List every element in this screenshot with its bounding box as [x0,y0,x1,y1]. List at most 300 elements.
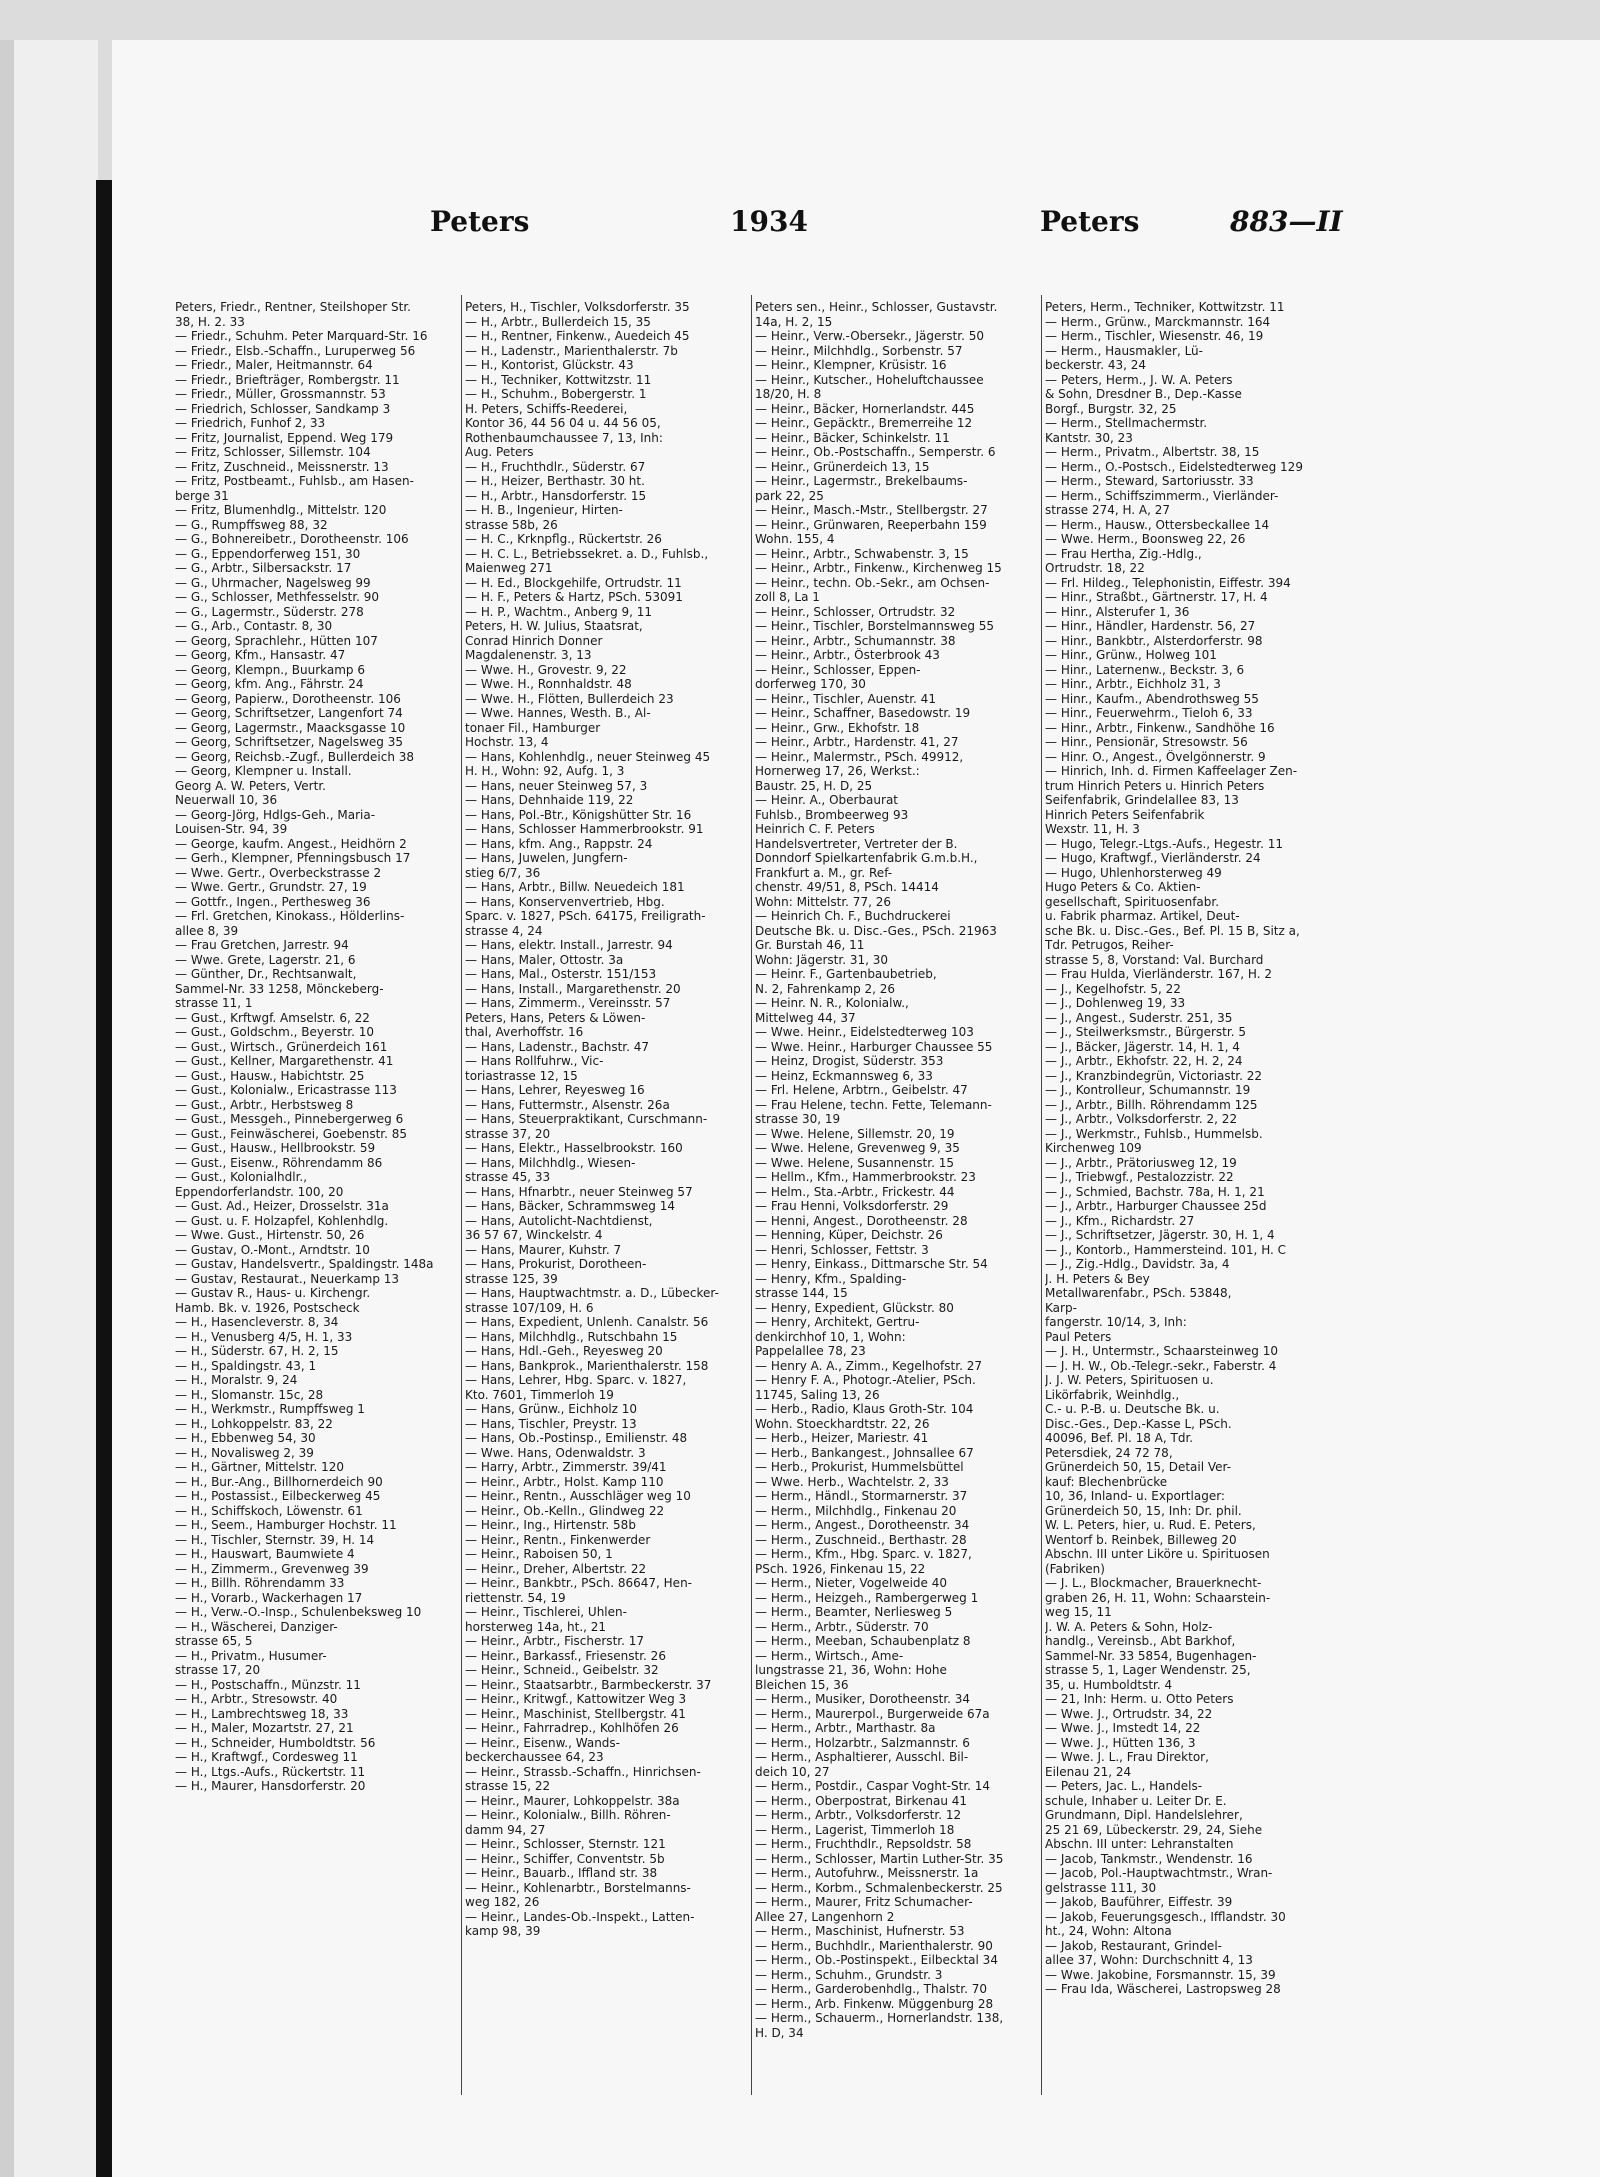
directory-entry: chenstr. 49/51, 8, PSch. 14414 [755,880,939,894]
directory-entry: — H., Ladenstr., Marienthalerstr. 7b [465,343,678,358]
directory-entry: strasse 15, 22 [465,1779,551,1793]
directory-entry: denkirchhof 10, 1, Wohn: [755,1329,906,1344]
directory-entry: 14a, H. 2, 15 [755,314,833,329]
directory-entry: park 22, 25 [755,488,824,503]
directory-entry: Abschn. III unter: Lehranstalten [1045,1837,1234,1851]
directory-entry: — Heinr., Strassb.-Schaffn., Hinrichsen- [465,1764,701,1779]
directory-entry: — Heinr., Ob.-Kelln., Glindweg 22 [465,1503,665,1518]
directory-entry: — Helm., Sta.-Arbtr., Frickestr. 44 [755,1184,955,1199]
directory-entry: — Herm., Schauerm., Hornerlandstr. 138, [755,2011,1004,2025]
directory-entry: ht., 24, Wohn: Altona [1045,1924,1172,1938]
directory-entry: — Herm., Musiker, Dorotheenstr. 34 [755,1692,971,1706]
directory-entry: & Sohn, Dresdner B., Dep.-Kasse [1045,387,1242,401]
directory-entry: — Hinr., Kaufm., Abendrothsweg 55 [1045,691,1259,706]
directory-entry: — Jakob, Bauführer, Eiffestr. 39 [1045,1895,1233,1909]
directory-entry: — Gust. u. F. Holzapfel, Kohlenhdlg. [175,1213,389,1228]
directory-entry: — 21, Inh: Herm. u. Otto Peters [1045,1692,1234,1706]
directory-entry: — Heinr., Schlosser, Sternstr. 121 [465,1837,666,1851]
directory-entry: — Georg, Klempn., Buurkamp 6 [175,662,365,677]
directory-entry: — Wwe. Hans, Odenwaldstr. 3 [465,1445,646,1460]
directory-entry: Allee 27, Langenhorn 2 [755,1909,895,1924]
directory-entry: — Hans, Milchhdlg., Wiesen- [465,1155,636,1170]
directory-entry: Mittelweg 44, 37 [755,1010,856,1025]
directory-entry: — Heinr., Rentn., Ausschläger weg 10 [465,1489,691,1503]
directory-entry: — Hans, Mal., Osterstr. 151/153 [465,967,657,981]
directory-entry: strasse 274, H. A, 27 [1045,503,1171,517]
directory-entry: — Herm., O.-Postsch., Eidelstedterweg 129 [1045,459,1303,474]
directory-entry: — Herm., Garderobenhdlg., Thalstr. 70 [755,1982,987,1996]
directory-entry: J. W. A. Peters & Sohn, Holz- [1045,1619,1213,1634]
directory-entry: — J., Kontorb., Hammersteind. 101, H. C [1045,1242,1287,1257]
directory-entry: — Herm., Steward, Sartoriusstr. 33 [1045,474,1254,488]
directory-entry: — Herm., Zuschneid., Berthastr. 28 [755,1532,967,1547]
directory-entry: — Hinr. O., Angest., Övelgönnerstr. 9 [1045,749,1266,764]
directory-entry: — H., Schuhm., Bobergerstr. 1 [465,387,647,401]
directory-entry: — Friedr., Elsb.-Schaffn., Luruperweg 56 [175,343,416,358]
directory-entry: — Heinr., Arbtr., Finkenw., Kirchenweg 15 [755,561,1002,575]
directory-entry: — Hans, Hauptwachtmstr. a. D., Lübecker- [465,1286,719,1300]
directory-entry: — Heinz, Drogist, Süderstr. 353 [755,1054,944,1068]
directory-entry: Frankfurt a. M., gr. Ref- [755,865,893,880]
directory-entry: — H., Werkmstr., Rumpffsweg 1 [175,1402,365,1416]
directory-entry: strasse 5, 8, Vorstand: Val. Burchard [1045,952,1264,967]
directory-entry: — Hans, Expedient, Unlenh. Canalstr. 56 [465,1315,709,1329]
directory-entry: — H., Privatm., Husumer- [175,1648,327,1663]
directory-entry: thal, Averhoffstr. 16 [465,1025,584,1039]
directory-entry: Wohn. 155, 4 [755,532,835,546]
directory-entry: — Wwe. Helene, Sillemstr. 20, 19 [755,1126,955,1141]
directory-entry: Fuhlsb., Brombeerweg 93 [755,807,909,822]
directory-entry: — Herm., Fruchthdlr., Repsoldstr. 58 [755,1837,972,1851]
directory-entry: — Herm., Korbm., Schmalenbeckerstr. 25 [755,1880,1003,1895]
directory-entry: — Georg, Schriftsetzer, Nagelsweg 35 [175,735,404,749]
directory-entry: Peters, H., Tischler, Volksdorferstr. 35 [465,300,690,314]
directory-entry: — H., Spaldingstr. 43, 1 [175,1358,317,1373]
directory-entry: — H., Rentner, Finkenw., Auedeich 45 [465,329,690,343]
directory-entry: — Herm., Schuhm., Grundstr. 3 [755,1967,943,1982]
directory-entry: — George, kaufm. Angest., Heidhörn 2 [175,836,407,851]
directory-entry: — Henni, Angest., Dorotheenstr. 28 [755,1213,968,1228]
directory-entry: — H., Ltgs.-Aufs., Rückertstr. 11 [175,1764,366,1779]
directory-entry: Baustr. 25, H. D, 25 [755,778,873,793]
directory-entry: — Herm., Nieter, Vogelweide 40 [755,1576,947,1590]
directory-entry: — Heinr., Lagermstr., Brekelbaums- [755,474,968,488]
directory-entry: — Wwe. H., Ronnhaldstr. 48 [465,677,632,691]
directory-entry: Tdr. Petrugos, Reiher- [1045,938,1174,952]
directory-entry: — Herm., Grünw., Marckmannstr. 164 [1045,314,1271,329]
directory-entry: — H., Fruchthdlr., Süderstr. 67 [465,459,646,474]
directory-entry: — Hans, Maler, Ottostr. 3a [465,952,624,967]
directory-entry: — Heinr., Kolonialw., Billh. Röhren- [465,1808,671,1822]
directory-entry: — J., Zig.-Hdlg., Davidstr. 3a, 4 [1045,1257,1230,1271]
directory-entry: — Heinr., Fahrradrep., Kohlhöfen 26 [465,1721,679,1735]
directory-entry: — J., Arbtr., Volksdorferstr. 2, 22 [1045,1112,1238,1126]
directory-entry: Conrad Hinrich Donner [465,633,603,648]
directory-entry: — Herm., Heizgeh., Rambergerweg 1 [755,1590,979,1605]
directory-entry: Grundmann, Dipl. Handelslehrer, [1045,1808,1243,1822]
directory-entry: — Hugo, Uhlenhorsterweg 49 [1045,865,1222,880]
directory-entry: — J. L., Blockmacher, Brauerknecht- [1045,1576,1262,1590]
directory-entry: — Wwe. Gust., Hirtenstr. 50, 26 [175,1228,365,1242]
directory-entry: — J. H. W., Ob.-Telegr.-sekr., Faberstr. 4 [1045,1358,1277,1373]
directory-entry: — Hans, Lehrer, Hbg. Sparc. v. 1827, [465,1373,687,1387]
directory-entry: N. 2, Fahrenkamp 2, 26 [755,981,896,996]
header-year: 1934 [730,205,808,238]
directory-entry: — Hinr., Feuerwehrm., Tieloh 6, 33 [1045,706,1253,720]
directory-entry: — Gust., Goldschm., Beyerstr. 10 [175,1025,375,1039]
directory-entry: sche Bk. u. Disc.-Ges., Bef. Pl. 15 B, Sitz a, [1045,923,1300,938]
directory-entry: Kto. 7601, Timmerloh 19 [465,1387,614,1402]
directory-entry: — H., Tischler, Sternstr. 39, H. 14 [175,1532,375,1547]
page-header [170,205,1380,245]
directory-entry: — Gustav R., Haus- u. Kirchengr. [175,1286,371,1300]
directory-entry: strasse 30, 19 [755,1112,841,1126]
directory-entry: — Hans, Arbtr., Billw. Neuedeich 181 [465,880,685,894]
directory-entry: — Heinr., Bäcker, Hornerlandstr. 445 [755,401,975,416]
directory-entry: gesellschaft, Spirituosenfabr. [1045,894,1220,909]
directory-entry: — H. P., Wachtm., Anberg 9, 11 [465,604,653,619]
directory-entry: toriastrasse 12, 15 [465,1068,578,1083]
directory-entry: — H., Wäscherei, Danziger- [175,1619,338,1634]
directory-entry: 11745, Saling 13, 26 [755,1387,880,1402]
directory-entry: — H., Verw.-O.-Insp., Schulenbeksweg 10 [175,1605,422,1619]
directory-entry: H. D, 34 [755,2025,804,2040]
directory-entry: — Georg, kfm. Ang., Fährstr. 24 [175,677,364,691]
directory-entry: Maienweg 271 [465,561,553,575]
directory-entry: — Wwe. Gertr., Grundstr. 27, 19 [175,880,367,894]
directory-entry: — Henry A. A., Zimm., Kegelhofstr. 27 [755,1358,982,1373]
directory-entry: Ortrudstr. 18, 22 [1045,561,1145,575]
directory-entry: — Heinz, Eckmannsweg 6, 33 [755,1068,933,1083]
directory-entry: Bleichen 15, 36 [755,1677,849,1692]
directory-entry: — Herm., Ob.-Postinspekt., Eilbecktal 34 [755,1953,998,1967]
directory-entry: — J., Arbtr., Billh. Röhrendamm 125 [1045,1097,1258,1112]
directory-entry: — Heinr., Arbtr., Fischerstr. 17 [465,1634,644,1648]
directory-entry: Kantstr. 30, 23 [1045,430,1133,445]
directory-entry: — H., Postassist., Eilbeckerweg 45 [175,1489,381,1503]
directory-entry: strasse 17, 20 [175,1663,261,1677]
directory-entry: — Georg, Schriftsetzer, Langenfort 74 [175,706,403,720]
directory-entry: — J., Arbtr., Prätoriusweg 12, 19 [1045,1155,1237,1170]
directory-entry: — Hinr., Laternenw., Beckstr. 3, 6 [1045,662,1245,677]
directory-entry: — Hellm., Kfm., Hammerbrookstr. 23 [755,1170,976,1184]
directory-entry: — Heinr., Schlosser, Ortrudstr. 32 [755,604,956,619]
directory-entry: Neuerwall 10, 36 [175,793,278,807]
directory-entry: — Herm., Händl., Stormarnerstr. 37 [755,1489,968,1503]
directory-entry: — H., Bur.-Ang., Billhornerdeich 90 [175,1474,383,1489]
directory-entry: — H. F., Peters & Hartz, PSch. 53091 [465,590,683,604]
directory-entry: — H. Ed., Blockgehilfe, Ortrudstr. 11 [465,575,682,590]
directory-entry: — Henry, Einkass., Dittmarsche Str. 54 [755,1257,988,1271]
directory-entry: Hinrich Peters Seifenfabrik [1045,807,1205,822]
directory-entry: — Herm., Hausw., Ottersbeckallee 14 [1045,517,1270,532]
directory-entry: Kontor 36, 44 56 04 u. 44 56 05, [465,416,661,430]
directory-entry: — J. H., Untermstr., Schaarsteinweg 10 [1045,1344,1278,1358]
directory-entry: — Günther, Dr., Rechtsanwalt, [175,967,357,981]
directory-entry: 40096, Bef. Pl. 18 A, Tdr. [1045,1431,1194,1445]
directory-entry: — Frl. Gretchen, Kinokass., Hölderlins- [175,909,405,923]
directory-entry: — Hinrich, Inh. d. Firmen Kaffeelager Zen- [1045,764,1298,778]
directory-entry: — Heinr. F., Gartenbaubetrieb, [755,967,937,981]
directory-entry: — Heinr., Schaffner, Basedowstr. 19 [755,706,971,720]
directory-entry: Rothenbaumchaussee 7, 13, Inh: [465,430,663,445]
header-surname-left: Peters [430,205,530,238]
directory-entry: — Hans, neuer Steinweg 57, 3 [465,778,648,793]
directory-entry: Peters, Friedr., Rentner, Steilshoper Str. [175,300,411,314]
directory-entry: 25 21 69, Lübeckerstr. 29, 24, Siehe [1045,1822,1263,1837]
directory-entry: — Herb., Radio, Klaus Groth-Str. 104 [755,1402,974,1416]
directory-entry: — H., Arbtr., Hansdorferstr. 15 [465,488,647,503]
directory-entry: — Gust., Wirtsch., Grünerdeich 161 [175,1039,388,1054]
directory-entry: — Heinr., Bankbtr., PSch. 86647, Hen- [465,1576,693,1590]
directory-entry: — H., Heizer, Berthastr. 30 ht. [465,474,645,488]
directory-entry: — Heinr., Verw.-Obersekr., Jägerstr. 50 [755,329,984,343]
directory-entry: — Heinr., Arbtr., Schumannstr. 38 [755,633,956,648]
directory-entry: lungstrasse 21, 36, Wohn: Hohe [755,1663,947,1677]
directory-entry: — Hans, Bankprok., Marienthalerstr. 158 [465,1358,709,1373]
directory-entry: — Herm., Maurer, Fritz Schumacher- [755,1895,973,1909]
directory-entry: — Friedrich, Funhof 2, 33 [175,416,326,430]
directory-entry: Louisen-Str. 94, 39 [175,822,288,836]
directory-entry: — Gust., Krftwgf. Amselstr. 6, 22 [175,1010,370,1025]
directory-entry: Sparc. v. 1827, PSch. 64175, Freiligrath- [465,909,706,923]
directory-entry: — H., Seem., Hamburger Hochstr. 11 [175,1518,397,1532]
directory-entry: schule, Inhaber u. Leiter Dr. E. [1045,1793,1227,1808]
directory-column-4 [1045,300,1335,2100]
directory-entry: Peters sen., Heinr., Schlosser, Gustavstr. [755,300,998,314]
directory-entry: Karp- [1045,1300,1077,1315]
directory-entry: — J., Angest., Suderstr. 251, 35 [1045,1010,1233,1025]
directory-entry: 38, H. 2. 33 [175,314,245,329]
directory-entry: — H., Techniker, Kottwitzstr. 11 [465,372,652,387]
directory-entry: — Frau Gretchen, Jarrestr. 94 [175,938,349,952]
directory-entry: — Herm., Asphaltierer, Ausschl. Bil- [755,1750,969,1764]
directory-entry: strasse 4, 24 [465,923,543,938]
directory-entry: — Hinr., Pensionär, Stresowstr. 56 [1045,735,1248,749]
header-surname-right: Peters [1040,205,1140,238]
directory-entry: — H., Postschaffn., Münzstr. 11 [175,1677,361,1692]
directory-entry: — Heinr., Arbtr., Holst. Kamp 110 [465,1474,664,1489]
directory-entry: — Hans, Grünw., Eichholz 10 [465,1402,638,1416]
directory-entry: — G., Arb., Contastr. 8, 30 [175,619,333,633]
directory-entry: — Hinr., Alsterufer 1, 36 [1045,604,1190,619]
directory-entry: — J., Kontrolleur, Schumannstr. 19 [1045,1083,1251,1097]
directory-entry: — G., Eppendorferweg 151, 30 [175,546,361,561]
directory-entry: — H. B., Ingenieur, Hirten- [465,503,623,517]
directory-entry: — Frl. Helene, Arbtrn., Geibelstr. 47 [755,1083,968,1097]
directory-entry: — Frau Hulda, Vierländerstr. 167, H. 2 [1045,967,1272,981]
directory-entry: — Heinr., Dreher, Albertstr. 22 [465,1561,647,1576]
directory-entry: — J., Schmied, Bachstr. 78a, H. 1, 21 [1045,1184,1265,1199]
directory-entry: — Hans, Autolicht-Nachtdienst, [465,1213,653,1228]
directory-entry: — Friedr., Schuhm. Peter Marquard-Str. 16 [175,329,428,343]
directory-entry: Georg A. W. Peters, Vertr. [175,778,326,793]
directory-entry: kamp 98, 39 [465,1924,541,1938]
directory-entry: — H., Venusberg 4/5, H. 1, 33 [175,1329,353,1344]
directory-entry: — Jacob, Tankmstr., Wendenstr. 16 [1045,1851,1253,1866]
directory-entry: — Hans, Hdl.-Geh., Reyesweg 20 [465,1344,663,1358]
directory-entry: W. L. Peters, hier, u. Rud. E. Peters, [1045,1518,1256,1532]
directory-entry: stieg 6/7, 36 [465,865,541,880]
directory-entry: — Heinr. A., Oberbaurat [755,793,899,807]
directory-entry: — Hinr., Händler, Hardenstr. 56, 27 [1045,619,1256,633]
directory-entry: — H., Maler, Mozartstr. 27, 21 [175,1721,354,1735]
directory-entry: Wohn: Mittelstr. 77, 26 [755,894,891,909]
directory-entry: — H., Kraftwgf., Cordesweg 11 [175,1750,358,1764]
directory-entry: — Herm., Privatm., Albertstr. 38, 15 [1045,445,1260,459]
directory-entry: — Wwe. Heinr., Harburger Chaussee 55 [755,1039,993,1054]
directory-entry: allee 37, Wohn: Durchschnitt 4, 13 [1045,1953,1253,1967]
directory-entry: — Herm., Arbtr., Marthastr. 8a [755,1721,936,1735]
directory-entry: — Wwe. Herb., Wachtelstr. 2, 33 [755,1474,949,1489]
directory-entry: — Gustav, Handelsvertr., Spaldingstr. 148a [175,1257,434,1271]
directory-entry: Sammel-Nr. 33 1258, Mönckeberg- [175,981,384,996]
directory-entry: — Wwe. Heinr., Eidelstedterweg 103 [755,1025,974,1039]
directory-entry: — H., Moralstr. 9, 24 [175,1373,298,1387]
directory-entry: Peters, Herm., Techniker, Kottwitzstr. 11 [1045,300,1285,314]
directory-entry: — Herm., Holzarbtr., Salzmannstr. 6 [755,1735,970,1750]
directory-entry: Hamb. Bk. v. 1926, Postscheck [175,1300,360,1315]
directory-entry: — Heinr., Eisenw., Wands- [465,1735,621,1750]
directory-entry: — Fritz, Postbeamt., Fuhlsb., am Hasen- [175,474,414,488]
directory-entry: — J., Kfm., Richardstr. 27 [1045,1213,1195,1228]
directory-entry: — Herm., Milchhdlg., Finkenau 20 [755,1503,957,1518]
directory-entry: — H., Schneider, Humboldtstr. 56 [175,1735,376,1750]
directory-entry: Petersdiek, 24 72 78, [1045,1445,1173,1460]
directory-entry: graben 26, H. 11, Wohn: Schaarstein- [1045,1590,1271,1605]
directory-entry: — Friedrich, Schlosser, Sandkamp 3 [175,401,391,416]
directory-entry: — Hugo, Kraftwgf., Vierländerstr. 24 [1045,851,1261,865]
directory-entry: — Hans, Tischler, Preystr. 13 [465,1416,637,1431]
directory-entry: — Hans, Juwelen, Jungfern- [465,851,628,865]
directory-entry: deich 10, 27 [755,1764,830,1779]
directory-entry: J. H. Peters & Bey [1045,1271,1150,1286]
directory-entry: — Herm., Kfm., Hbg. Sparc. v. 1827, [755,1547,972,1561]
directory-entry: Aug. Peters [465,445,534,459]
directory-entry: u. Fabrik pharmaz. Artikel, Deut- [1045,909,1240,923]
directory-entry: — Frau Helene, techn. Fette, Telemann- [755,1097,992,1112]
directory-entry: — Heinr., Maurer, Lohkoppelstr. 38a [465,1793,680,1808]
directory-entry: — H., Slomanstr. 15c, 28 [175,1387,324,1402]
directory-entry: — Jacob, Pol.-Hauptwachtmstr., Wran- [1045,1866,1273,1880]
directory-entry: — Herb., Bankangest., Johnsallee 67 [755,1445,974,1460]
directory-entry: Gr. Burstah 46, 11 [755,938,865,952]
directory-entry: — Gust., Hausw., Habichtstr. 25 [175,1068,365,1083]
directory-entry: — Herm., Wirtsch., Ame- [755,1648,904,1663]
directory-entry: — J., Dohlenweg 19, 33 [1045,996,1186,1010]
directory-entry: — Hinr., Arbtr., Eichholz 31, 3 [1045,677,1221,691]
directory-entry: Wohn. Stoeckhardtstr. 22, 26 [755,1416,930,1431]
directory-entry: — G., Arbtr., Silbersackstr. 17 [175,561,352,575]
directory-entry: — Heinr., Grünwaren, Reeperbahn 159 [755,517,987,532]
directory-entry: — Heinr., techn. Ob.-Sekr., am Ochsen- [755,575,990,590]
directory-entry: — Georg, Kfm., Hansastr. 47 [175,648,346,662]
directory-entry: kauf: Blechenbrücke [1045,1474,1168,1489]
directory-entry: — Herm., Schiffszimmerm., Vierländer- [1045,488,1279,503]
directory-entry: — Peters, Herm., J. W. A. Peters [1045,372,1233,387]
directory-entry: — Henry, Expedient, Glückstr. 80 [755,1300,954,1315]
directory-entry: — Heinr., Rentn., Finkenwerder [465,1532,651,1547]
directory-entry: — Gottfr., Ingen., Perthesweg 36 [175,894,371,909]
directory-entry: — Heinr., Arbtr., Hardenstr. 41, 27 [755,735,959,749]
directory-entry: Handelsvertreter, Vertreter der B. [755,836,958,851]
directory-entry: fangerstr. 10/14, 3, Inh: [1045,1315,1187,1329]
directory-entry: — Heinr., Schlosser, Eppen- [755,662,921,677]
directory-entry: — Wwe. Herm., Boonsweg 22, 26 [1045,532,1246,546]
directory-entry: 35, u. Humboldtstr. 4 [1045,1677,1173,1692]
directory-entry: strasse 125, 39 [465,1271,558,1286]
directory-entry: — Wwe. Helene, Susannenstr. 15 [755,1155,954,1170]
directory-entry: — Hans, Ob.-Postinsp., Emilienstr. 48 [465,1431,688,1445]
directory-entry: Likörfabrik, Weinhdlg., [1045,1387,1180,1402]
directory-entry: strasse 5, 1, Lager Wendenstr. 25, [1045,1663,1251,1677]
directory-entry: — Heinr., Arbtr., Schwabenstr. 3, 15 [755,546,969,561]
directory-entry: tonaer Fil., Hamburger [465,720,601,735]
directory-entry: — Fritz, Zuschneid., Meissnerstr. 13 [175,459,389,474]
directory-entry: — Gustav, Restaurat., Neuerkamp 13 [175,1271,400,1286]
directory-entry: Grünerdeich 50, 15, Inh: Dr. phil. [1045,1503,1242,1518]
directory-entry: — H., Lohkoppelstr. 83, 22 [175,1416,333,1431]
directory-entry: — Georg-Jörg, Hdlgs-Geh., Maria- [175,807,376,822]
directory-entry: — Wwe. J., Ortrudstr. 34, 22 [1045,1706,1213,1721]
directory-entry: weg 182, 26 [465,1895,540,1909]
directory-entry: — Heinr., Tischlerei, Uhlen- [465,1605,627,1619]
directory-entry: Peters, H. W. Julius, Staatsrat, [465,619,643,633]
directory-entry: H. Peters, Schiffs-Reederei, [465,401,628,416]
directory-entry: — H. C. L., Betriebssekret. a. D., Fuhlsb., [465,546,709,561]
directory-entry: strasse 107/109, H. 6 [465,1300,594,1315]
directory-entry: — Hinr., Straßbt., Gärtnerstr. 17, H. 4 [1045,590,1268,604]
directory-entry: — Herm., Tischler, Wiesenstr. 46, 19 [1045,329,1264,343]
directory-entry: Deutsche Bk. u. Disc.-Ges., PSch. 21963 [755,923,997,938]
directory-entry: — Heinr., Klempner, Krüsistr. 16 [755,358,947,372]
directory-entry: gelstrasse 111, 30 [1045,1880,1157,1895]
directory-entry: — Herb., Prokurist, Hummelsbüttel [755,1460,964,1474]
previous-page-edge [0,40,98,2177]
directory-entry: — Frau Hertha, Zig.-Hdlg., [1045,546,1202,561]
book-gutter [96,180,112,2177]
directory-entry: — H., Hasencleverstr. 8, 34 [175,1315,339,1329]
directory-entry: — Heinr. N. R., Kolonialw., [755,996,909,1010]
directory-entry: — Gustav, O.-Mont., Arndtstr. 10 [175,1242,370,1257]
directory-entry: — Wwe. Grete, Lagerstr. 21, 6 [175,952,356,967]
directory-entry: — Georg, Klempner u. Install. [175,764,352,778]
directory-entry: — Henry, Kfm., Spalding- [755,1271,907,1286]
directory-entry: 36 57 67, Winckelstr. 4 [465,1228,603,1242]
directory-entry: — Wwe. Hannes, Westh. B., Al- [465,706,651,720]
directory-entry: strasse 37, 20 [465,1126,551,1141]
directory-entry: — Henry F. A., Photogr.-Atelier, PSch. [755,1373,976,1387]
directory-entry: — Hans, Maurer, Kuhstr. 7 [465,1242,622,1257]
directory-entry: — Herm., Arbtr., Süderstr. 70 [755,1619,929,1634]
directory-entry: — Heinr., Tischler, Auenstr. 41 [755,691,936,706]
directory-entry: — Wwe. J., Imstedt 14, 22 [1045,1721,1201,1735]
directory-entry: Wexstr. 11, H. 3 [1045,822,1140,836]
directory-entry: — Herm., Arb. Finkenw. Müggenburg 28 [755,1996,994,2011]
directory-entry: Grünerdeich 50, 15, Detail Ver- [1045,1460,1232,1474]
directory-entry: — Heinr., Malermstr., PSch. 49912, [755,749,964,764]
directory-entry: — Heinr., Grw., Ekhofstr. 18 [755,720,920,735]
directory-entry: — Heinr., Schiffer, Conventstr. 5b [465,1851,665,1866]
directory-entry: — Herm., Angest., Dorotheenstr. 34 [755,1518,970,1532]
directory-entry: — Wwe. J., Hütten 136, 3 [1045,1735,1196,1750]
directory-entry: berge 31 [175,488,229,503]
directory-entry: — J., Arbtr., Harburger Chaussee 25d [1045,1199,1267,1213]
directory-entry: weg 15, 11 [1045,1605,1112,1619]
directory-entry: — H., Gärtner, Mittelstr. 120 [175,1460,345,1474]
directory-entry: — J., Kegelhofstr. 5, 22 [1045,981,1181,996]
directory-entry: — Hans, Steuerpraktikant, Curschmann- [465,1112,708,1126]
